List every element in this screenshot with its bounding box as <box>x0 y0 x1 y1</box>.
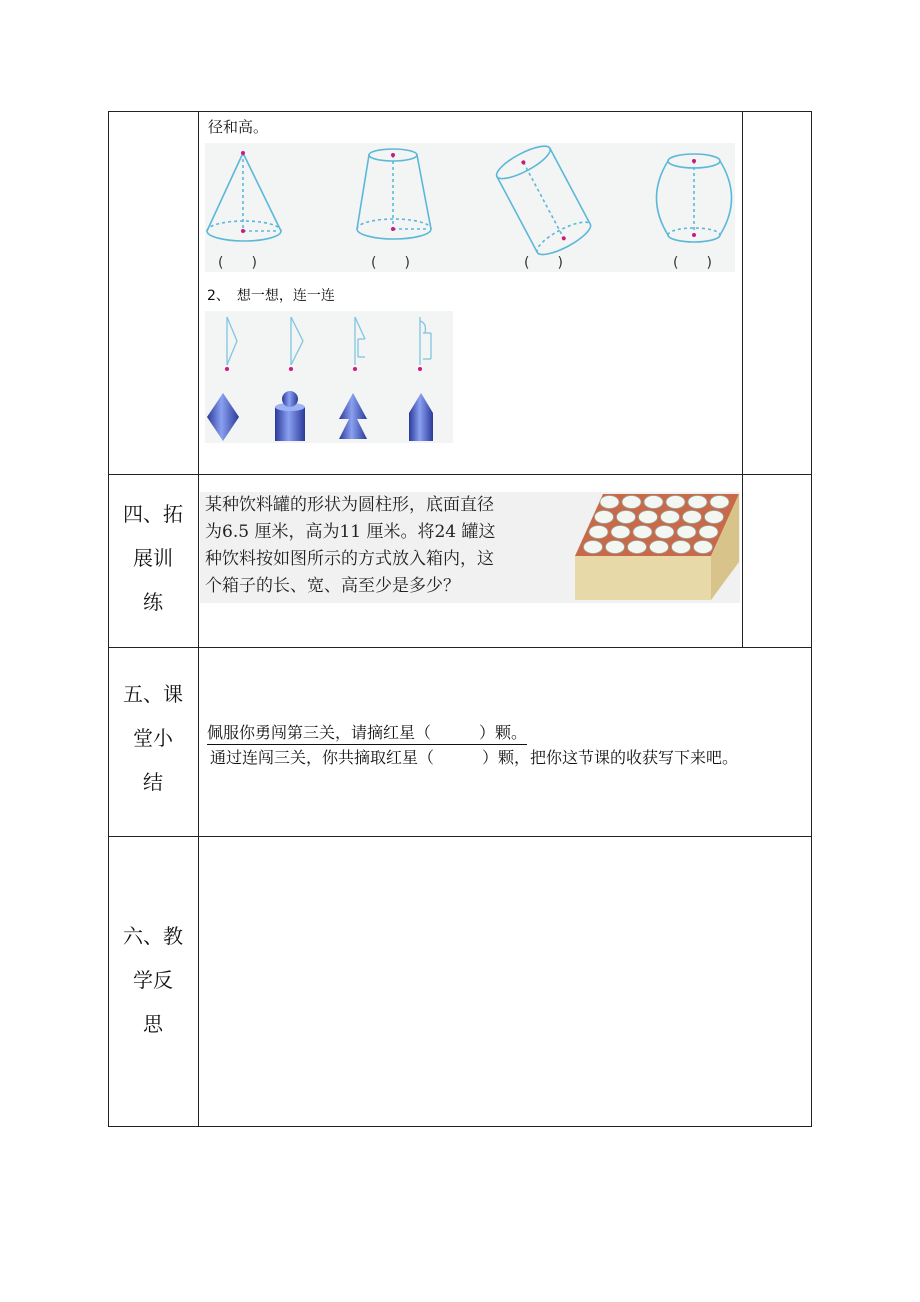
can-top <box>600 496 619 509</box>
can-top <box>611 526 630 539</box>
can-top <box>606 541 625 554</box>
table-border-top <box>108 111 812 112</box>
can-top <box>595 511 614 524</box>
can-top <box>589 526 608 539</box>
can-top <box>650 541 669 554</box>
can-top <box>677 526 696 539</box>
can-top <box>694 541 713 554</box>
summary-line-1: 佩服你勇闯第三关，请摘红星（ ）颗。 <box>207 720 527 745</box>
intro-text: 径和高。 <box>208 118 269 136</box>
problem-text: 某种饮料罐的形状为圆柱形，底面直径 为6.5 厘米，高为11 厘米。将24 罐这 种饮料按如图所示的方式放入箱内，这 个箱子的长、宽、高至少是多少？ <box>205 495 496 596</box>
can-top <box>655 526 674 539</box>
answer-paren-4[interactable]: ( ) <box>673 255 712 271</box>
col-divider-note-2 <box>742 474 743 647</box>
question-2: 2、 想一想，连一连 <box>207 288 335 304</box>
label-extend: 四、拓 展训 练 <box>123 502 183 614</box>
can-top <box>710 496 729 509</box>
can-top <box>633 526 652 539</box>
can-top <box>644 496 663 509</box>
can-top <box>683 511 702 524</box>
answer-paren-3[interactable]: ( ) <box>524 255 563 271</box>
can-top <box>699 526 718 539</box>
answer-paren-1[interactable]: ( ) <box>218 255 257 271</box>
col-divider-note-1 <box>742 111 743 474</box>
answer-paren-2[interactable]: ( ) <box>371 255 410 271</box>
can-top <box>617 511 636 524</box>
can-top <box>622 496 641 509</box>
can-top <box>661 511 680 524</box>
can-box-figure <box>573 492 741 603</box>
can-top <box>705 511 724 524</box>
can-top <box>666 496 685 509</box>
table-border-bottom <box>108 1126 812 1127</box>
row-divider-3 <box>108 836 812 837</box>
solids-figure <box>205 143 735 272</box>
can-top <box>672 541 691 554</box>
label-reflect: 六、教 学反 思 <box>123 924 183 1036</box>
col-divider-label <box>198 111 199 1127</box>
table-border-right <box>811 111 812 1127</box>
row-divider-2 <box>108 647 812 648</box>
can-top <box>628 541 647 554</box>
can-top <box>584 541 603 554</box>
row-divider-1 <box>108 474 812 475</box>
reflection-area[interactable] <box>200 838 810 1125</box>
can-top <box>688 496 707 509</box>
summary-line-2: 通过连闯三关，你共摘取红星（ ）颗，把你这节课的收获写下来吧。 <box>210 748 739 767</box>
can-top <box>639 511 658 524</box>
label-summary: 五、课 堂小 结 <box>123 682 183 794</box>
match-figure <box>205 311 453 443</box>
